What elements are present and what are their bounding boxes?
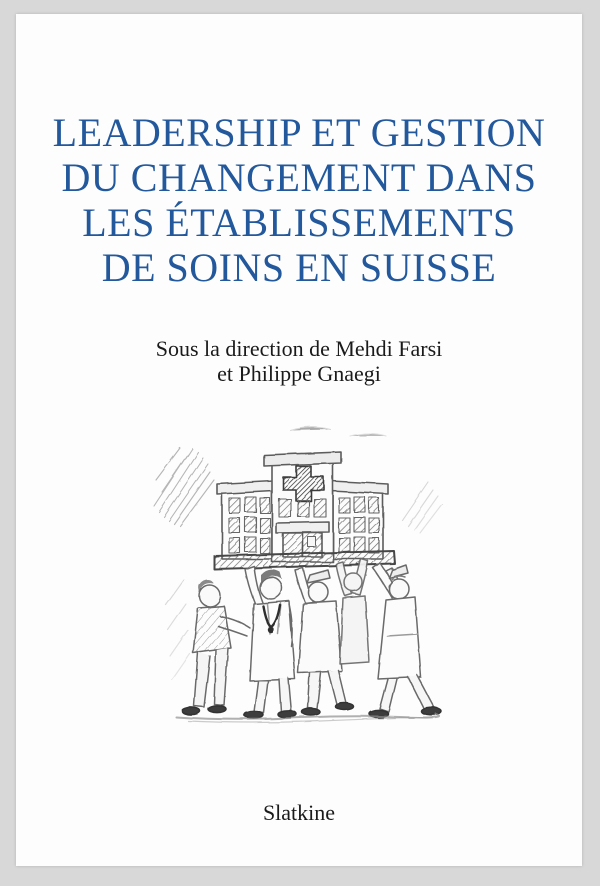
left-wing-roof (217, 481, 274, 494)
figure-staff-behind (336, 559, 369, 664)
hospital-illustration (140, 420, 470, 750)
editors-line-2: et Philippe Gnaegi (217, 361, 381, 386)
hospital-building (214, 452, 395, 569)
title-line-3: LES ÉTABLISSEMENTS (82, 200, 516, 245)
book-cover (16, 14, 582, 866)
title-line-4: DE SOINS EN SUISSE (101, 245, 497, 290)
tower-windows (279, 499, 326, 517)
editors-line-1: Sous la direction de Mehdi Farsi (155, 336, 443, 361)
title-line-2: DU CHANGEMENT DANS (61, 155, 537, 200)
figure-doctor (245, 566, 297, 719)
publisher-name: Slatkine (262, 800, 336, 825)
editors-credit (16, 336, 582, 386)
figure-nurse-left (182, 580, 250, 715)
figure-nurse-right (370, 563, 442, 718)
title-line-1: LEADERSHIP ET GESTION (52, 110, 546, 155)
right-wing-roof (331, 481, 388, 494)
entrance-canopy (276, 522, 329, 533)
tower-roof (264, 452, 341, 466)
medical-staff-figures (182, 559, 441, 719)
hospital-sketch-svg (140, 420, 470, 750)
door-window (308, 537, 316, 547)
book-title (16, 110, 582, 290)
right-wing-windows (339, 497, 379, 553)
left-wing-windows (229, 497, 270, 553)
